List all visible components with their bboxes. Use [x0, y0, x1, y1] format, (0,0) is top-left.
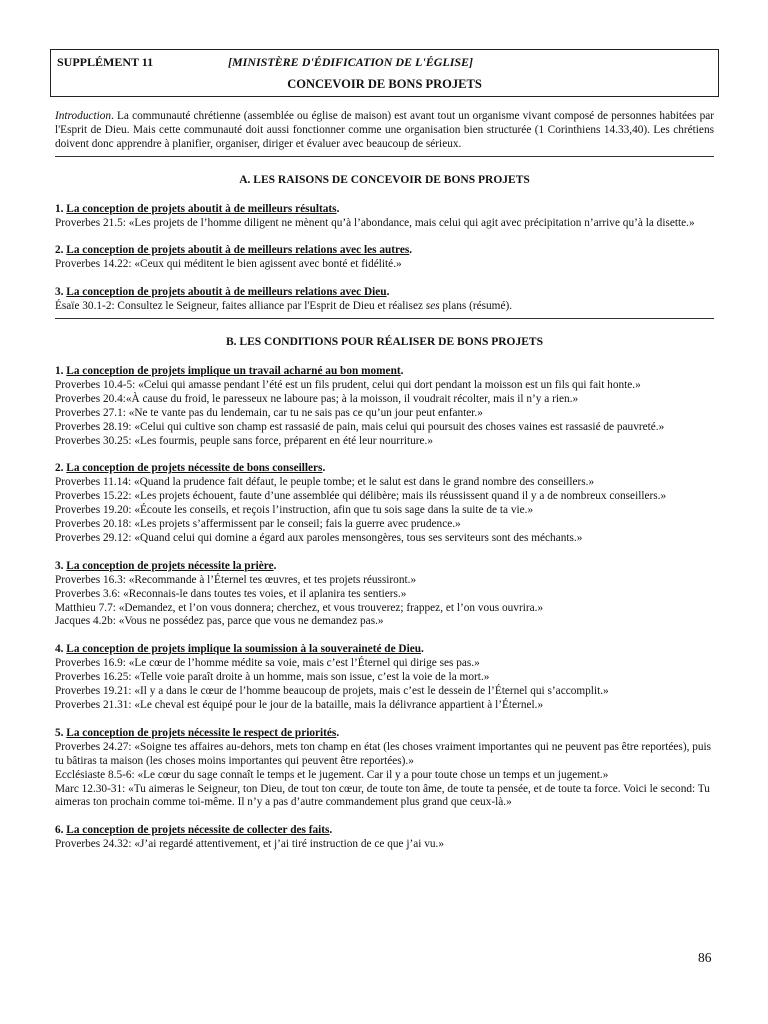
point-number: 1. [55, 202, 67, 215]
scripture-reference: Proverbes 15.22: «Les projets échouent, faute d’une assemblée qui délibère; mais ils réussissent quand il y a de nombreux conseillers.» [55, 490, 667, 503]
supplement-label: SUPPLÉMENT 11 [57, 55, 154, 69]
scripture-reference: Marc 12.30-31: «Tu aimeras le Seigneur, ton Dieu, de tout ton cœur, de toute ton âme, de toute ta pensée, et de toute ta force. Voici le second: Tu aimeras ton prochain comme toi-même. Il n’y a pas d’autre commandement plus grand que ceux-là.» [55, 782, 710, 809]
scripture-reference: Proverbes 3.6: «Reconnais-le dans toutes tes voies, et il aplanira tes sentiers.» [55, 587, 407, 600]
section-b-point-4 [55, 643, 714, 713]
point-number: 3. [55, 559, 67, 572]
scripture-reference: Proverbes 24.27: «Soigne tes affaires au-dehors, mets ton champ en état (les choses vraiment importantes qui ne peuvent pas être reportées), puis tu bâtiras ta maison (les choses moins importantes qui peuvent être reportées).» [55, 740, 712, 767]
scripture-reference: Proverbes 27.1: «Ne te vante pas du lendemain, car tu ne sais pas ce qu’un jour peut enfanter.» [55, 406, 483, 419]
point-heading-text: La conception de projets nécessite la prière [66, 559, 274, 572]
reference-text-end: plans (résumé). [439, 300, 513, 313]
section-a-title: A. LES RAISONS DE CONCEVOIR DE BONS PROJETS [239, 173, 530, 186]
point-heading-text: La conception de projets aboutit à de meilleurs relations avec Dieu [66, 286, 387, 299]
point-heading-end: . [336, 726, 340, 739]
document-title: CONCEVOIR DE BONS PROJETS [287, 77, 482, 91]
section-a-point-3 [55, 286, 714, 314]
scripture-reference: Matthieu 7.7: «Demandez, et l’on vous donnera; cherchez, et vous trouverez; frappez, et l’on vous ouvrira.» [55, 601, 544, 614]
point-heading-end: . [336, 202, 340, 215]
intro-text: . La communauté chrétienne (assemblée ou église de maison) est avant tout un organisme vivant composé de personnes habitées par l'Esprit de Dieu. Mais cette communauté doit aussi fonctionner comme une organisation bien structurée (1 Corinthiens 14.33,40). Les chrétiens doivent donc apprendre à planifier, organiser, diriger et évaluer avec beaucoup de sérieux. [55, 110, 714, 150]
point-heading-text: La conception de projets nécessite de collecter des faits [66, 824, 330, 837]
scripture-reference: Proverbes 24.32: «J’ai regardé attentivement, et j’ai tiré instruction de ce que j’ai vu.» [55, 838, 444, 851]
section-b-title: B. LES CONDITIONS POUR RÉALISER DE BONS PROJETS [226, 336, 543, 349]
point-heading [55, 365, 714, 379]
scripture-reference: Proverbes 16.25: «Telle voie paraît droite à un homme, mais son issue, c’est la voie de la mort.» [55, 671, 490, 684]
scripture-reference: Proverbes 19.20: «Écoute les conseils, et reçois l’instruction, afin que tu sois sage dans la suite de ta vie.» [55, 504, 534, 517]
scripture-reference: Proverbes 20.18: «Les projets s’affermissent par le conseil; fais la guerre avec prudence.» [55, 518, 461, 531]
scripture-reference: Proverbes 16.9: «Le cœur de l’homme médite sa voie, mais c’est l’Éternel qui dirige ses pas.» [55, 657, 480, 670]
point-heading-text: La conception de projets nécessite le respect de priorités [66, 726, 337, 739]
scripture-reference: Proverbes 29.12: «Quand celui qui domine a égard aux paroles mensongères, tous ses serviteurs sont des méchants.» [55, 531, 583, 544]
point-heading-text: La conception de projets implique la soumission à la souveraineté de Dieu [66, 643, 422, 656]
page-number: 86 [698, 950, 712, 965]
separator-line [55, 156, 714, 157]
point-heading [55, 462, 714, 476]
introduction-paragraph [55, 110, 714, 152]
separator-line [55, 318, 714, 319]
point-heading-end: . [400, 364, 404, 377]
scripture-reference: Proverbes 28.19: «Celui qui cultive son champ est rassasié de pain, mais celui qui poursuit des choses vaines est rassasié de pauvreté.» [55, 420, 665, 433]
scripture-reference: Ecclésiaste 8.5-6: «Le cœur du sage connaît le temps et le jugement. Car il y a pour toute chose un temps et un jugement.» [55, 768, 609, 781]
scripture-reference: Proverbes 11.14: «Quand la prudence fait défaut, le peuple tombe; et le salut est dans le grand nombre des conseillers.» [55, 476, 595, 489]
section-b-point-1 [55, 365, 714, 448]
scripture-reference: Proverbes 10.4-5: «Celui qui amasse pendant l’été est un fils prudent, celui qui dort pendant la moisson est un fils qui fait honte.» [55, 378, 641, 391]
point-number: 2. [55, 244, 67, 257]
scripture-reference: Proverbes 21.5: «Les projets de l’homme diligent ne mènent qu’à l’abondance, mais celui qui agit avec précipitation n’arrive qu’à la disette.» [55, 216, 695, 229]
section-a-point-1 [55, 203, 714, 231]
point-number: 5. [55, 726, 67, 739]
point-heading [55, 203, 714, 217]
section-a-point-2 [55, 244, 714, 272]
supplement-header-box [50, 49, 719, 97]
section-b-point-5 [55, 727, 714, 810]
point-number: 6. [55, 824, 67, 837]
section-b-point-3 [55, 560, 714, 630]
reference-emphasis: ses [425, 300, 440, 313]
point-heading [55, 286, 714, 300]
scripture-reference: Proverbes 16.3: «Recommande à l’Éternel tes œuvres, et tes projets réussiront.» [55, 573, 417, 586]
point-heading-end: . [322, 462, 326, 475]
point-number: 2. [55, 462, 67, 475]
scripture-reference: Jacques 4.2b: «Vous ne possédez pas, parce que vous ne demandez pas.» [55, 615, 384, 628]
scripture-reference [55, 300, 714, 314]
point-heading-text: La conception de projets aboutit à de meilleurs relations avec les autres [66, 244, 410, 257]
section-b-point-2 [55, 462, 714, 545]
point-heading-text: La conception de projets aboutit à de meilleurs résultats [66, 202, 337, 215]
scripture-reference: Proverbes 30.25: «Les fourmis, peuple sans force, préparent en été leur nourriture.» [55, 434, 434, 447]
scripture-reference: Proverbes 14.22: «Ceux qui méditent le bien agissent avec bonté et fidélité.» [55, 258, 402, 271]
point-heading-end: . [329, 824, 333, 837]
point-heading [55, 560, 714, 574]
point-heading-end: . [386, 286, 390, 299]
scripture-reference: Proverbes 20.4:«À cause du froid, le paresseux ne laboure pas; à la moisson, il voudrait récolter, mais il n’y a rien.» [55, 392, 579, 405]
ministry-label: [MINISTÈRE D'ÉDIFICATION DE L'ÉGLISE] [228, 55, 474, 69]
section-b-point-6 [55, 824, 714, 852]
intro-label: Introduction [55, 110, 112, 122]
point-heading-text: La conception de projets implique un travail acharné au bon moment [66, 364, 401, 377]
point-heading-text: La conception de projets nécessite de bons conseillers [66, 462, 323, 475]
point-heading [55, 824, 714, 838]
point-heading-end: . [273, 559, 277, 572]
point-number: 3. [55, 286, 67, 299]
point-heading-end: . [409, 244, 413, 257]
point-number: 4. [55, 643, 67, 656]
point-heading [55, 727, 714, 741]
point-number: 1. [55, 364, 67, 377]
document-body [55, 110, 714, 866]
point-heading-end: . [421, 643, 424, 656]
scripture-reference: Proverbes 21.31: «Le cheval est équipé pour le jour de la bataille, mais la délivrance appartient à l’Éternel.» [55, 699, 544, 711]
point-heading [55, 643, 714, 657]
point-heading [55, 244, 714, 258]
scripture-reference: Proverbes 19.21: «Il y a dans le cœur de l’homme beaucoup de projets, mais c’est le dessein de l’Éternel qui s’accomplit.» [55, 685, 609, 698]
reference-text: Ésaïe 30.1-2: Consultez le Seigneur, faites alliance par l'Esprit de Dieu et réalisez [55, 300, 426, 313]
